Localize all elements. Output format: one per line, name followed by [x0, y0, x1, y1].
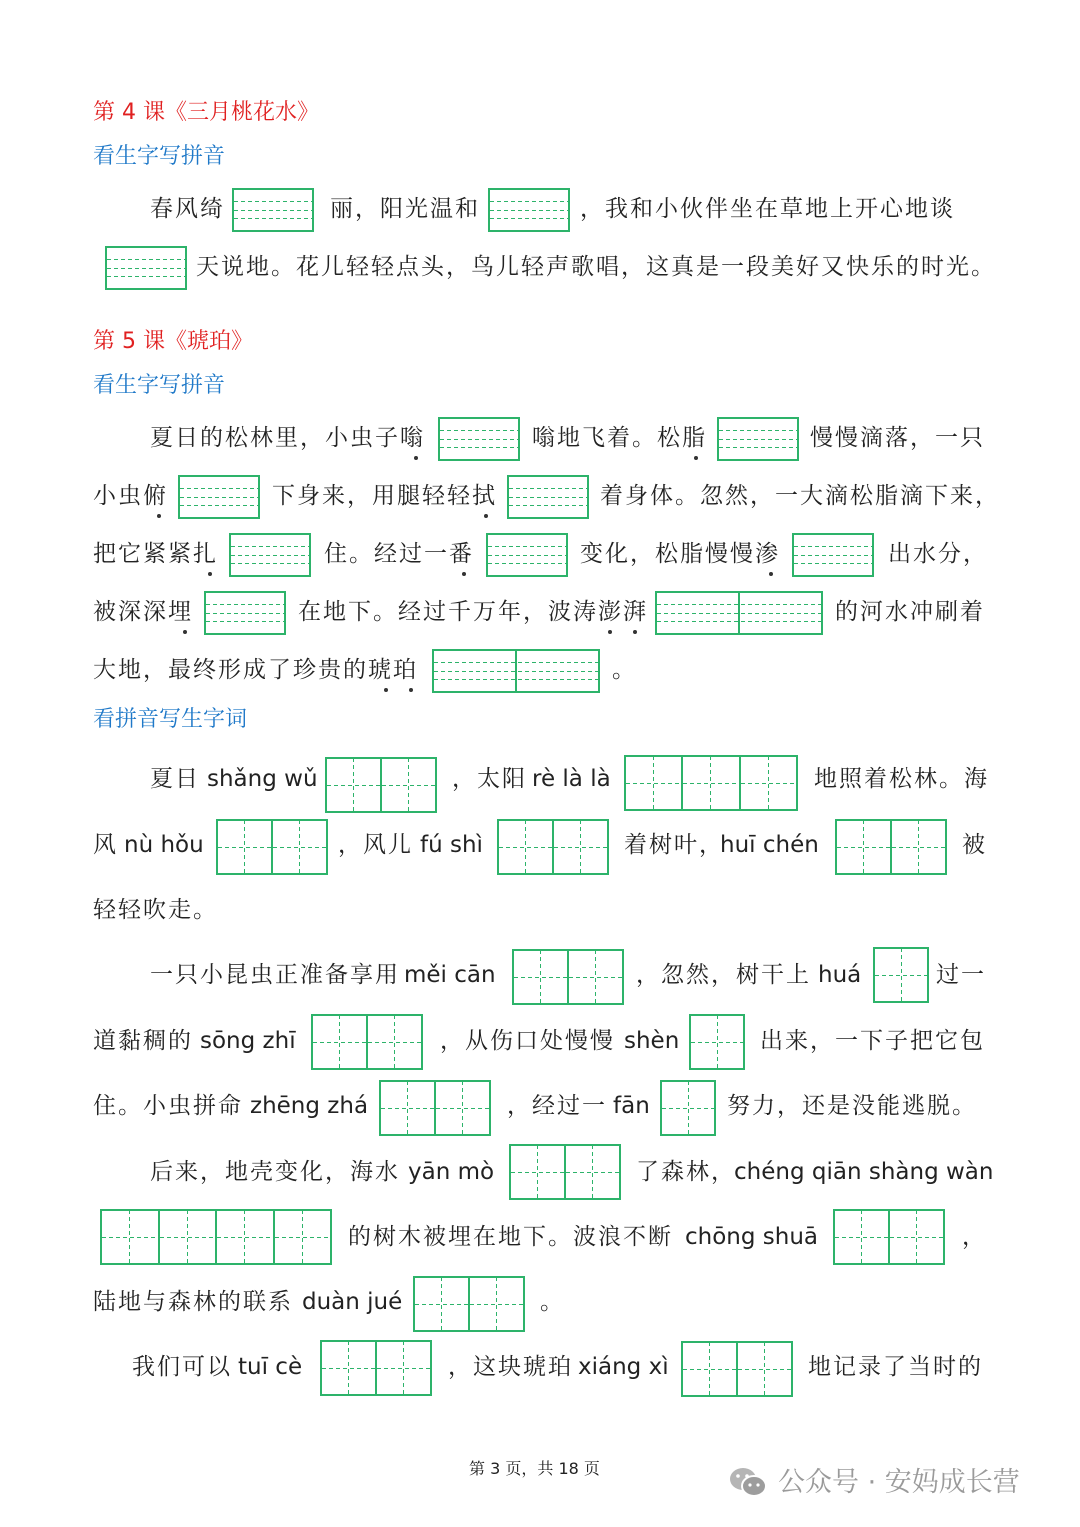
char-grid-2[interactable]	[497, 819, 609, 875]
text: 被深深埋	[93, 599, 193, 625]
char-grid-2[interactable]	[413, 1276, 525, 1332]
emphasis-dot	[409, 688, 413, 692]
emphasis-dot	[694, 456, 698, 460]
emphasis-dot	[384, 688, 388, 692]
text: 变化，松脂慢慢渗	[580, 541, 780, 567]
watermark	[728, 1465, 1020, 1499]
pinyin-box-double[interactable]	[432, 649, 600, 693]
text: 道黏稠的	[93, 1028, 193, 1054]
text: 一只小昆虫正准备享用	[150, 962, 400, 988]
text: 了森林，	[636, 1159, 736, 1185]
char-grid-2[interactable]	[509, 1144, 621, 1200]
char-grid-2[interactable]	[833, 1209, 945, 1265]
text: 轻轻吹走。	[93, 897, 218, 923]
pinyin-box[interactable]	[717, 417, 799, 461]
emphasis-dot	[608, 630, 612, 634]
text: 风	[93, 832, 118, 858]
text: 夏日	[150, 766, 200, 792]
emphasis-dot	[157, 514, 161, 518]
text: 后来，地壳变化，海水	[150, 1159, 400, 1185]
emphasis-dot	[769, 572, 773, 576]
pinyin-prompt: duàn jué	[302, 1289, 403, 1315]
emphasis-dot	[633, 630, 637, 634]
pinyin-box[interactable]	[507, 475, 589, 519]
text: ，太阳	[452, 766, 527, 792]
text: 我们可以	[132, 1354, 232, 1380]
char-grid-4[interactable]	[100, 1209, 332, 1265]
pinyin-box[interactable]	[229, 533, 311, 577]
text: ，忽然，树干上	[636, 962, 811, 988]
emphasis-dot	[462, 572, 466, 576]
text: ，我和小伙伴坐在草地上开心地谈	[580, 196, 955, 222]
pinyin-box[interactable]	[178, 475, 260, 519]
char-grid-2[interactable]	[681, 1341, 793, 1397]
pinyin-box[interactable]	[438, 417, 520, 461]
char-grid-1[interactable]	[873, 947, 929, 1003]
lesson-5-section-1: 看生字写拼音	[93, 373, 226, 398]
lesson-5-title: 第 5 课《琥珀》	[93, 329, 253, 354]
wechat-icon	[728, 1465, 768, 1499]
char-grid-2[interactable]	[379, 1080, 491, 1136]
text: 下身来，用腿轻轻拭	[272, 483, 497, 509]
text: ，从伤口处慢慢	[440, 1028, 615, 1054]
text: 地记录了当时的	[808, 1354, 983, 1380]
lesson-5-section-2: 看拼音写生字词	[93, 707, 248, 732]
pinyin-box[interactable]	[105, 246, 187, 290]
text: 的河水冲刷着	[835, 599, 985, 625]
text: 被	[962, 832, 987, 858]
pinyin-box-double[interactable]	[655, 591, 823, 635]
text: 地照着松林。海	[814, 766, 989, 792]
text: 。	[540, 1289, 565, 1315]
pinyin-box[interactable]	[486, 533, 568, 577]
text: 过一	[936, 962, 986, 988]
pinyin-prompt: fān	[613, 1093, 650, 1119]
text: 把它紧紧扎	[93, 541, 218, 567]
pinyin-prompt: zhēng zhá	[250, 1093, 369, 1119]
text: 嗡地飞着。松脂	[532, 425, 707, 451]
pinyin-prompt: xiáng xì	[578, 1354, 669, 1380]
text: 。	[612, 657, 637, 683]
pinyin-prompt: měi cān	[404, 962, 496, 988]
char-grid-2[interactable]	[325, 757, 437, 813]
char-grid-3[interactable]	[624, 755, 798, 811]
emphasis-dot	[208, 572, 212, 576]
text: 小虫俯	[93, 483, 168, 509]
text: 的树木被埋在地下。波浪不断	[348, 1224, 673, 1250]
text: 努力，还是没能逃脱。	[727, 1093, 977, 1119]
char-grid-2[interactable]	[512, 949, 624, 1005]
text: 慢慢滴落，一只	[810, 425, 985, 451]
pinyin-box[interactable]	[792, 533, 874, 577]
lesson-4-title: 第 4 课《三月桃花水》	[93, 100, 319, 125]
pinyin-prompt: nù hǒu	[124, 832, 204, 858]
page-number: 第 3 页，共 18 页	[469, 1459, 600, 1478]
text: 大地，最终形成了珍贵的琥珀	[93, 657, 418, 683]
pinyin-box[interactable]	[488, 188, 570, 232]
text: 着身体。忽然，一大滴松脂滴下来，	[600, 483, 1000, 509]
pinyin-prompt: huī chén	[720, 832, 819, 858]
char-grid-2[interactable]	[311, 1014, 423, 1070]
emphasis-dot	[484, 514, 488, 518]
pinyin-prompt: chōng shuā	[685, 1224, 819, 1250]
char-grid-2[interactable]	[835, 819, 947, 875]
text: 住。经过一番	[324, 541, 474, 567]
char-grid-2[interactable]	[320, 1340, 432, 1396]
pinyin-prompt: rè là là	[532, 766, 611, 792]
text: ，	[962, 1224, 987, 1250]
lesson-4-section: 看生字写拼音	[93, 144, 226, 169]
text: ，经过一	[507, 1093, 607, 1119]
pinyin-prompt: yān mò	[408, 1159, 495, 1185]
text: 陆地与森林的联系	[93, 1289, 293, 1315]
pinyin-prompt: sōng zhī	[200, 1028, 296, 1054]
pinyin-prompt: fú shì	[420, 832, 483, 858]
text: 天说地。花儿轻轻点头，鸟儿轻声歌唱，这真是一段美好又快乐的时光。	[196, 254, 996, 280]
pinyin-box[interactable]	[232, 188, 314, 232]
pinyin-prompt: chéng qiān shàng wàn	[734, 1159, 994, 1185]
text: 着树叶，	[624, 832, 724, 858]
emphasis-dot	[183, 630, 187, 634]
text: 出来，一下子把它包	[760, 1028, 985, 1054]
text: 丽，阳光温和	[330, 196, 480, 222]
pinyin-prompt: huá	[818, 962, 862, 988]
pinyin-box[interactable]	[204, 591, 286, 635]
text: ，风儿	[338, 832, 413, 858]
text: ，这块琥珀	[448, 1354, 573, 1380]
pinyin-prompt: tuī cè	[238, 1354, 303, 1380]
text: 住。小虫拼命	[93, 1093, 243, 1119]
char-grid-2[interactable]	[216, 819, 328, 875]
pinyin-prompt: shǎng wǔ	[207, 766, 318, 792]
emphasis-dot	[414, 456, 418, 460]
watermark-text: 公众号 · 安妈成长营	[778, 1466, 1020, 1498]
char-grid-1[interactable]	[660, 1080, 716, 1136]
char-grid-1[interactable]	[689, 1014, 745, 1070]
text: 在地下。经过千万年，波涛澎湃	[298, 599, 648, 625]
text: 夏日的松林里，小虫子嗡	[150, 425, 425, 451]
text: 出水分，	[888, 541, 988, 567]
text: 春风绮	[150, 196, 225, 222]
pinyin-prompt: shèn	[624, 1028, 680, 1054]
